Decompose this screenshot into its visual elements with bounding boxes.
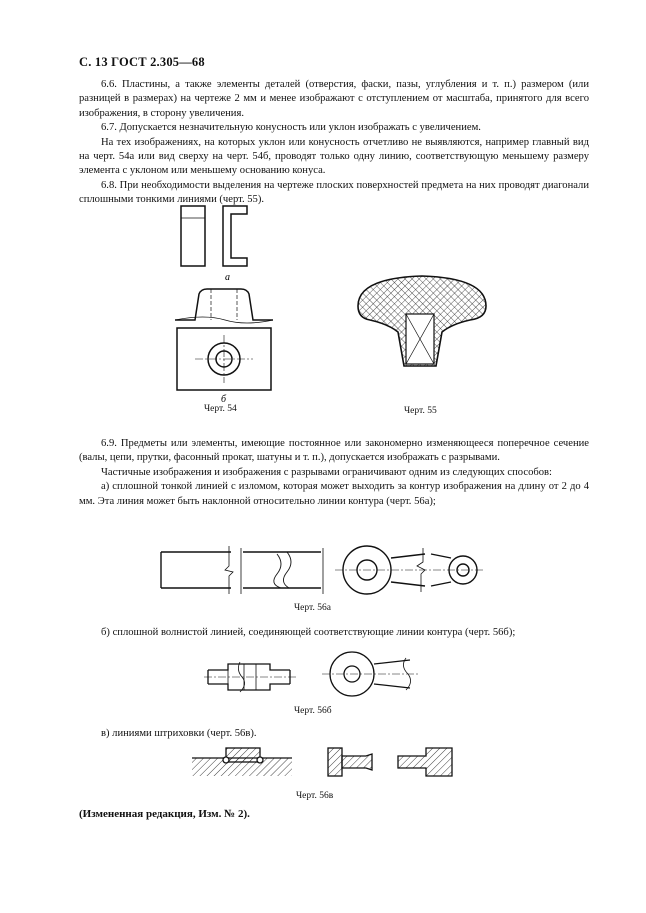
fig55-caption: Черт. 55: [404, 406, 437, 416]
fig54-caption: Черт. 54: [204, 404, 237, 414]
fig54-label-a: а: [225, 272, 230, 283]
fig56c-caption: Черт. 56в: [296, 791, 334, 801]
fig54b-top-body: [175, 289, 273, 320]
fig54a-front-view: [181, 206, 205, 266]
paragraph-6-9: 6.9. Предметы или элементы, имеющие постоянное или закономерно изменяющееся поперечное сечение (валы, цепи, прутки, фасонный прокат, шатуны и т. п.), допускается изображать с разрывами.: [79, 438, 589, 464]
paragraph-6-6: 6.6. Пластины, а также элементы деталей (отверстия, фаски, пазы, углубления и т. п.) размером (или разницей в размерах) на чертеже 2 мм и менее изображают с отступлением от масштаба, принятого для всего изображения, в сторону увеличения.: [79, 79, 589, 119]
figure-54: [165, 200, 295, 410]
fig56a-caption: Черт. 56а: [294, 603, 331, 613]
fig54-label-b: б: [221, 394, 227, 405]
text-block-middle: [79, 437, 589, 509]
text-block-top: [79, 78, 589, 208]
text-block-item-b: [79, 626, 589, 640]
fig54a-profile: [223, 206, 247, 266]
page-header: С. 13 ГОСТ 2.305—68: [79, 55, 205, 69]
figure-55: [352, 268, 502, 378]
figure-56b: [200, 650, 460, 702]
item-b: б) сплошной волнистой линией, соединяющей соответствующие линии контура (черт. 56б);: [101, 627, 516, 638]
paragraph-6-8: 6.8. При необходимости выделения на чертеже плоских поверхностей предмета на них проводят диагонали сплошными тонкими линиями (черт. 55).: [79, 179, 589, 206]
paragraph-6-7b: На тех изображениях, на которых уклон или конусность отчетливо не выявляются, например главный вид на черт. 54а или вид сверху на черт. 54б, проводят только одну линию, соответствующую меньшему размеру элемента с уклоном или меньшему основанию конуса.: [79, 136, 589, 177]
amendment-note: (Измененная редакция, Изм. № 2).: [79, 808, 250, 820]
figure-56c: [186, 740, 476, 784]
paragraph-6-9b: Частичные изображения и изображения с разрывами ограничивают одним из следующих способов:: [101, 466, 552, 478]
item-a: а) сплошной тонкой линией с изломом, которая может выходить за контур изображения на длину от 2 до 4 мм. Эта линия может быть наклонной относительно линии контура (черт. 56а);: [79, 481, 589, 507]
fig56b-caption: Черт. 56б: [294, 706, 332, 716]
paragraph-6-7: 6.7. Допускается незначительную конусность или уклон изображать с увеличением.: [101, 122, 481, 134]
figure-56a: [155, 540, 495, 600]
item-c: в) линиями штриховки (черт. 56в).: [101, 728, 257, 739]
